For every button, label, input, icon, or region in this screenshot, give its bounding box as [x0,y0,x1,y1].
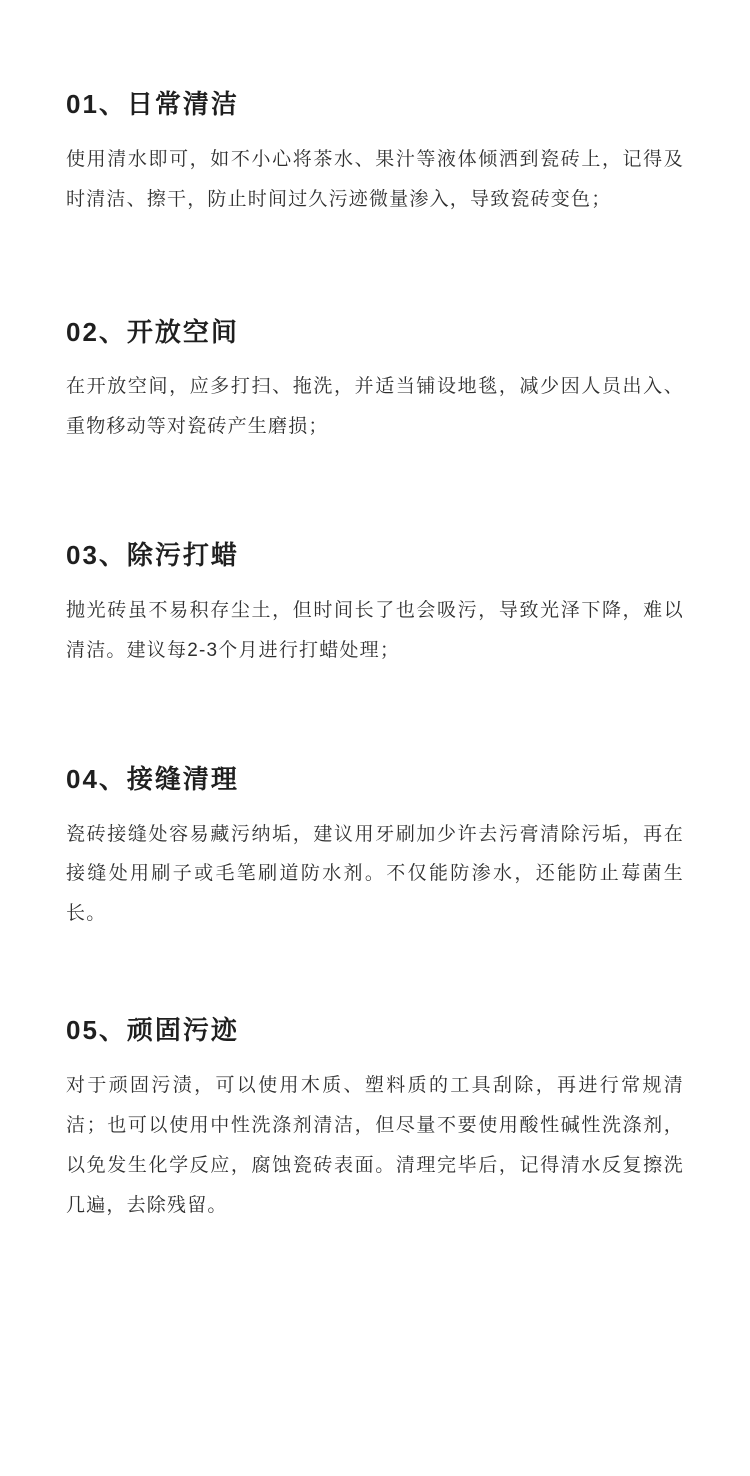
section-title: 05、顽固污迹 [66,1015,239,1046]
section-body: 在开放空间，应多打扫、拖洗，并适当铺设地毯，减少因人员出入、重物移动等对瓷砖产生磨损； [66,376,684,438]
section-body: 瓷砖接缝处容易藏污纳垢，建议用牙刷加少许去污膏清除污垢，再在接缝处用刷子或毛笔刷道防水剂。不仅能防渗水，还能防止莓菌生长。 [66,823,684,925]
section-daily-cleaning [66,88,684,220]
section-body: 使用清水即可，如不小心将茶水、果汁等液体倾洒到瓷砖上，记得及时清洁、擦干，防止时间过久污迹微量渗入，导致瓷砖变色； [66,148,684,210]
section-title: 03、除污打蜡 [66,540,239,571]
section-stubborn-stains [66,1014,684,1225]
section-title: 02、开放空间 [66,316,239,347]
section-joint-cleaning [66,763,684,934]
section-title: 04、接缝清理 [66,763,239,794]
section-title: 01、日常清洁 [66,89,239,119]
section-open-space [66,316,684,448]
section-body: 对于顽固污渍，可以使用木质、塑料质的工具刮除，再进行常规清洁；也可以使用中性洗涤剂清洁，但尽量不要使用酸性碱性洗涤剂，以免发生化学反应，腐蚀瓷砖表面。清理完毕后，记得清水反复擦洗几遍，去除残留。 [66,1075,684,1216]
section-waxing [66,539,684,671]
section-body: 抛光砖虽不易积存尘土，但时间长了也会吸污，导致光泽下降，难以清洁。建议每2-3个月进行打蜡处理； [66,599,684,661]
